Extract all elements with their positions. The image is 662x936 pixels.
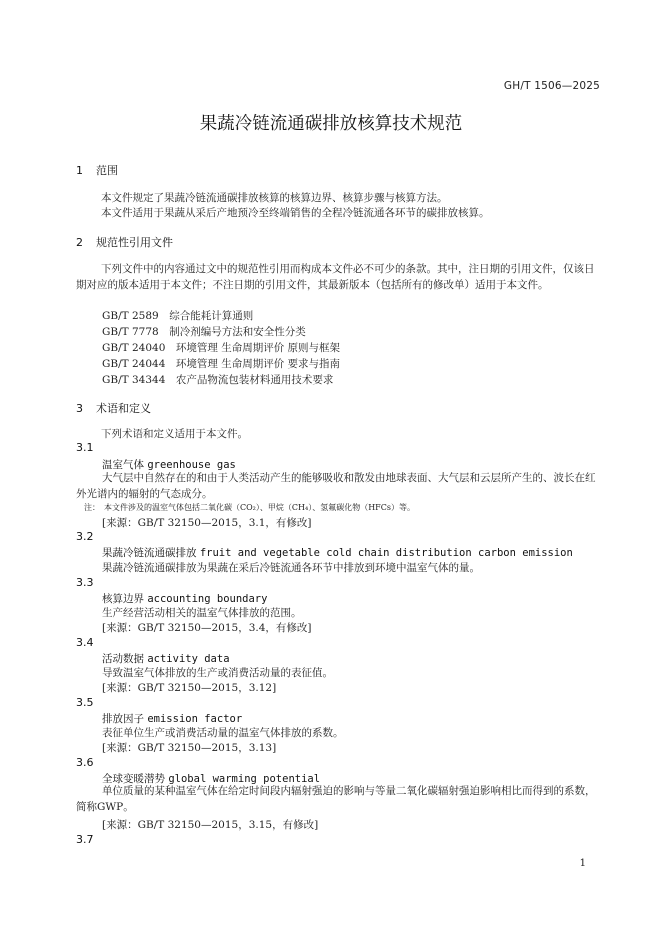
- section-1-heading: [76, 162, 118, 178]
- section-number: 3: [76, 402, 83, 415]
- term-zh: 核算边界: [102, 593, 144, 605]
- term-title: [102, 651, 230, 666]
- terms-intro: 下列术语和定义适用于本文件。: [101, 428, 248, 440]
- term-definition: 大气层中自然存在的和由于人类活动产生的能够吸收和散发由地球表面、大气层和云层所产生的、波长在红外光谱内的辐射的气态成分。: [76, 472, 596, 500]
- term-zh: 温室气体: [102, 459, 144, 471]
- term-zh: 活动数据: [102, 653, 144, 665]
- section-number: 1: [76, 164, 83, 177]
- term-definition: 单位质量的某种温室气体在给定时间段内辐射强迫的影响与等量二氧化碳辐射强迫影响相比而得到的系数，简称GWP。: [76, 785, 596, 813]
- reference-item: GB/T 7778 制冷剂编号方法和安全性分类: [102, 326, 306, 338]
- term-number: 3.2: [76, 530, 94, 543]
- reference-item: GB/T 2589 综合能耗计算通则: [102, 310, 254, 322]
- term-zh: 果蔬冷链流通碳排放: [102, 547, 197, 559]
- section-title: 术语和定义: [96, 402, 151, 415]
- term-title: [102, 711, 242, 726]
- section-title: 规范性引用文件: [96, 236, 173, 249]
- term-definition: 导致温室气体排放的生产或消费活动量的表征值。: [102, 667, 333, 679]
- term-source: [来源：GB/T 32150—2015，3.12]: [102, 682, 277, 694]
- term-source: [来源：GB/T 32150—2015，3.15，有修改]: [102, 819, 319, 831]
- scope-paragraph-2: 本文件适用于果蔬从采后产地预冷至终端销售的全程冷链流通各环节的碳排放核算。: [101, 207, 490, 219]
- term-source: [来源：GB/T 32150—2015，3.1，有修改]: [102, 517, 312, 529]
- term-zh: 排放因子: [102, 713, 144, 725]
- reference-item: GB/T 34344 农产品物流包装材料通用技术要求: [102, 374, 334, 386]
- term-en: greenhouse gas: [147, 459, 236, 471]
- term-source: [来源：GB/T 32150—2015，3.4，有修改]: [102, 622, 312, 634]
- term-en: emission factor: [147, 713, 243, 725]
- term-note: 注： 本文件涉及的温室气体包括二氧化碳（CO₂）、甲烷（CH₄）、氢氟碳化物（HFCs）等。: [84, 503, 415, 512]
- section-title: 范围: [96, 164, 118, 177]
- section-2-heading: [76, 234, 173, 250]
- term-number: 3.3: [76, 576, 94, 589]
- term-number: 3.4: [76, 636, 94, 649]
- term-en: accounting boundary: [147, 593, 268, 605]
- standard-code: GH/T 1506—2025: [503, 80, 600, 92]
- reference-item: GB/T 24044 环境管理 生命周期评价 要求与指南: [102, 358, 341, 370]
- term-definition: 果蔬冷链流通碳排放为果蔬在采后冷链流通各环节中排放到环境中温室气体的量。: [102, 562, 480, 574]
- term-title: [102, 591, 267, 606]
- term-zh: 全球变暖潜势: [102, 773, 165, 785]
- scope-paragraph-1: 本文件规定了果蔬冷链流通碳排放核算的核算边界、核算步骤与核算方法。: [101, 192, 448, 204]
- term-definition: 表征单位生产或消费活动量的温室气体排放的系数。: [102, 727, 344, 739]
- reference-item: GB/T 24040 环境管理 生命周期评价 原则与框架: [102, 342, 341, 354]
- term-number: 3.5: [76, 696, 94, 709]
- term-number: 3.7: [76, 833, 94, 846]
- term-en: fruit and vegetable cold chain distribution carbon emission: [199, 547, 573, 559]
- document-title: 果蔬冷链流通碳排放核算技术规范: [199, 114, 463, 134]
- term-en: activity data: [147, 653, 230, 665]
- references-intro: 下列文件中的内容通过文中的规范性引用而构成本文件必不可少的条款。其中，注日期的引用文件，仅该日期对应的版本适用于本文件；不注日期的引用文件，其最新版本（包括所有的修改单）适用于本文件。: [76, 263, 595, 291]
- term-title: [102, 545, 573, 560]
- term-definition: 生产经营活动相关的温室气体排放的范围。: [102, 607, 302, 619]
- term-source: [来源：GB/T 32150—2015，3.13]: [102, 742, 277, 754]
- term-en: global warming potential: [168, 773, 321, 785]
- page-number: 1: [579, 858, 586, 869]
- term-number: 3.6: [76, 756, 94, 769]
- section-number: 2: [76, 236, 83, 249]
- section-3-heading: [76, 400, 151, 416]
- term-number: 3.1: [76, 441, 94, 454]
